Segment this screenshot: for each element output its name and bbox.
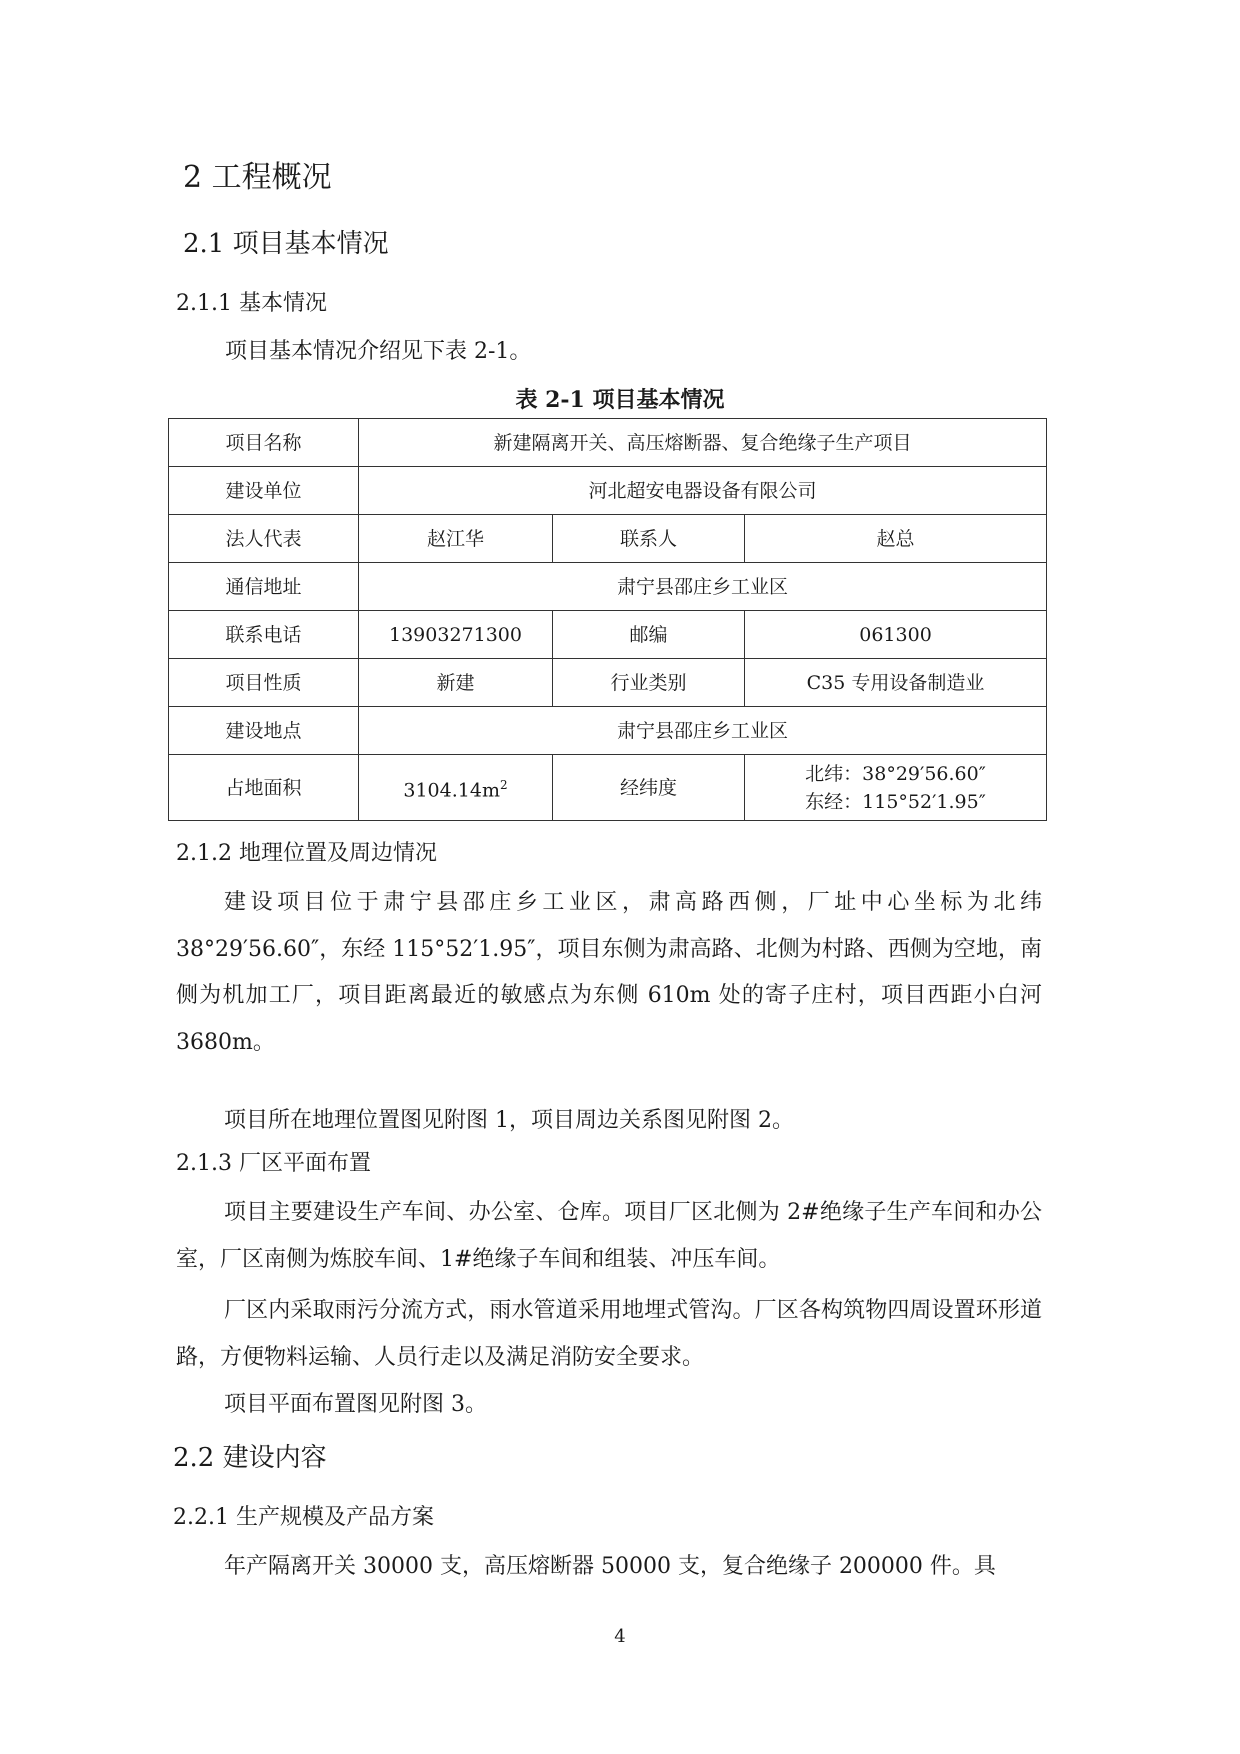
section-heading-2-1: 2.1 项目基本情况	[183, 229, 389, 259]
page-number: 4	[614, 1626, 626, 1647]
intro-text: 项目基本情况介绍见下表 2-1。	[225, 339, 532, 364]
subsection-heading-2-1-3: 2.1.3 厂区平面布置	[176, 1151, 371, 1176]
nature-value: 新建	[359, 659, 553, 707]
area-unit-superscript: 2	[499, 777, 508, 792]
coord-label: 经纬度	[553, 755, 745, 821]
address-value: 肃宁县邵庄乡工业区	[359, 563, 1047, 611]
table-row	[169, 563, 1047, 611]
coord-value	[745, 755, 1047, 821]
table-row	[169, 659, 1047, 707]
unit-value: 河北超安电器设备有限公司	[359, 467, 1047, 515]
address-label: 通信地址	[169, 563, 359, 611]
phone-label: 联系电话	[169, 611, 359, 659]
subsection-heading-2-2-1: 2.2.1 生产规模及产品方案	[173, 1505, 434, 1530]
site-value: 肃宁县邵庄乡工业区	[359, 707, 1047, 755]
latitude-value: 北纬：38°29′56.60″	[805, 762, 986, 785]
layout-paragraph-2: 厂区内采取雨污分流方式，雨水管道采用地埋式管沟。厂区各构筑物四周设置环形道路，方便物料运输、人员行走以及满足消防安全要求。	[176, 1298, 1042, 1370]
industry-value: C35 专用设备制造业	[745, 659, 1047, 707]
table-caption: 表 2-1 项目基本情况	[515, 387, 725, 413]
chapter-heading: 2 工程概况	[183, 160, 332, 195]
section-heading-2-2: 2.2 建设内容	[173, 1443, 327, 1473]
scale-paragraph: 年产隔离开关 30000 支，高压熔断器 50000 支，复合绝缘子 200000 件。具	[224, 1554, 996, 1579]
site-label: 建设地点	[169, 707, 359, 755]
area-label: 占地面积	[169, 755, 359, 821]
layout-paragraph-3: 项目平面布置图见附图 3。	[224, 1392, 487, 1417]
legal-label: 法人代表	[169, 515, 359, 563]
subsection-heading-2-1-2: 2.1.2 地理位置及周边情况	[176, 841, 437, 866]
location-paragraph: 建设项目位于肃宁县邵庄乡工业区，肃高路西侧，厂址中心坐标为北纬 38°29′56.60″，东经 115°52′1.95″，项目东侧为肃高路、北侧为村路、西侧为空地，南侧为机加工厂，项目距离最近的敏感点为东侧 610m 处的寄子庄村，项目西距小白河 3680m。	[176, 890, 1042, 1055]
longitude-value: 东经：115°52′1.95″	[805, 790, 986, 813]
postcode-label: 邮编	[553, 611, 745, 659]
area-value: $3104.14m^2$	[359, 755, 553, 821]
nature-label: 项目性质	[169, 659, 359, 707]
industry-label: 行业类别	[553, 659, 745, 707]
location-maps-paragraph: 项目所在地理位置图见附图 1，项目周边关系图见附图 2。	[224, 1108, 794, 1133]
table-row	[169, 707, 1047, 755]
contact-label: 联系人	[553, 515, 745, 563]
phone-value: 13903271300	[359, 611, 553, 659]
unit-label: 建设单位	[169, 467, 359, 515]
legal-value: 赵江华	[359, 515, 553, 563]
table-row	[169, 755, 1047, 821]
postcode-value: 061300	[745, 611, 1047, 659]
subsection-heading-2-1-1: 2.1.1 基本情况	[176, 291, 327, 316]
table-row	[169, 515, 1047, 563]
table-row	[169, 467, 1047, 515]
project-name-value: 新建隔离开关、高压熔断器、复合绝缘子生产项目	[359, 419, 1047, 467]
project-info-table	[168, 418, 1047, 821]
project-name-label: 项目名称	[169, 419, 359, 467]
table-row	[169, 419, 1047, 467]
contact-value: 赵总	[745, 515, 1047, 563]
table-row	[169, 611, 1047, 659]
layout-paragraph-1: 项目主要建设生产车间、办公室、仓库。项目厂区北侧为 2#绝缘子生产车间和办公室，厂区南侧为炼胶车间、1#绝缘子车间和组装、冲压车间。	[176, 1200, 1042, 1272]
